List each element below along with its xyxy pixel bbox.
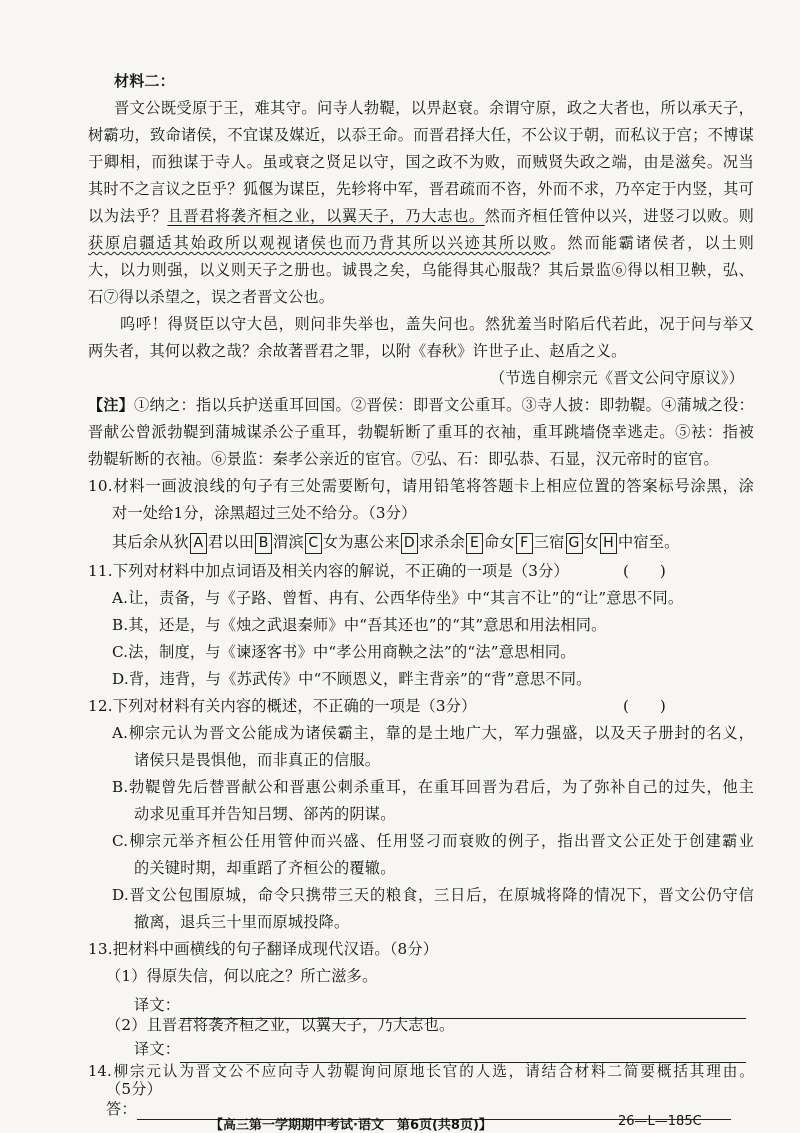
q13-sentence-2: （2）且晋君将袭齐桓之业，以翼天子，乃大志也。 — [106, 1016, 455, 1034]
material-line-10: 两失者，其何以救之哉？余故著晋君之罪，以附《春秋》许世子止、赵盾之义。 — [88, 342, 627, 360]
material-source: （节选自柳宗元《晋文公问守原议》） — [490, 369, 744, 387]
q12-stem: 12.下列对材料有关内容的概述，不正确的一项是（3分） ( ) — [88, 693, 754, 720]
q12-option-b-line-1: B.勃鞮曾先后替晋献公和晋惠公刺杀重耳，在重耳回晋为君后，为了弥补自己的过失，他主 — [112, 778, 754, 796]
answer-box-b[interactable]: B — [255, 533, 272, 554]
q13-answer-1: 译文： — [134, 992, 754, 1019]
q11-answer-paren[interactable]: ( ) — [622, 562, 666, 580]
q11-option-d: D.背，违背，与《苏武传》中“不顾恩义，畔主背亲”的“背”意思不同。 — [112, 670, 592, 688]
q13-sentence-1: （1）得原失信，何以庇之？所亡滋多。 — [106, 967, 378, 985]
q11-stem: 11.下列对材料中加点词语及相关内容的解说，不正确的一项是（3分） ( ) — [88, 558, 754, 585]
material-line-1: 晋文公既受原于王，难其守。问寺人勃鞮，以畀赵衰。余谓守原，政之大者也，所以承天子， — [114, 99, 754, 117]
material-line-9: 呜呼！得贤臣以守大邑，则问非失举也，盖失问也。然犹羞当时陷后代若此，况于问与举又 — [120, 315, 754, 333]
q13-stem: 13.把材料中画横线的句子翻译成现代汉语。（8分） — [88, 940, 439, 958]
q14-answer-label: 答： — [106, 1100, 137, 1118]
notes-label: 【注】 — [88, 396, 134, 414]
q12-option-a-line-1: A.柳宗元认为晋文公能成为诸侯霸主，靠的是土地广大，军力强盛，以及天子册封的名义， — [112, 724, 754, 742]
q11-option-c: C.法，制度，与《谏逐客书》中“孝公用商鞅之法”的“法”意思相同。 — [112, 643, 576, 661]
material-title: 材料二： — [114, 72, 175, 90]
notes-line-2: 晋献公曾派勃鞮到蒲城谋杀公子重耳，勃鞮斩断了重耳的衣袖，重耳跳墙侥幸逃走。⑤袪：指被 — [88, 423, 754, 441]
material-line-8: 石⑦得以杀望之，误之者晋文公也。 — [88, 288, 335, 306]
material-line-4: 其时不之言议之臣乎？狐偃为谋臣，先轸将中军，晋君疏而不咨，外而不求，乃卒定于内竖，其可 — [88, 180, 754, 198]
q12-option-c-line-2: 的关键时期，却重蹈了齐桓公的覆辙。 — [134, 859, 396, 877]
q10-option-line: 其后余从狄 A 君以田 B 渭滨 C 女为惠公来 D 求杀余 E 命女 F 三宿 G 女 H 中宿至。 — [112, 529, 754, 556]
answer-box-g[interactable]: G — [566, 533, 583, 554]
q10-stem-line-1: 10.材料一画波浪线的句子有三处需要断句，请用铅笔将答题卡上相应位置的答案标号涂黑，涂 — [88, 477, 754, 495]
answer-box-e[interactable]: E — [466, 533, 483, 554]
material-line-7: 大，以力则强，以义则天子之册也。诚畏之矣，乌能得其心服哉？其后景监⑥得以相卫鞅，弘、 — [88, 261, 754, 279]
q11-option-a: A.让，责备，与《子路、曾皙、冉有、公西华侍坐》中“其言不让”的“让”意思不同。 — [112, 589, 684, 607]
answer-box-h[interactable]: H — [600, 533, 617, 554]
footer-title: 【高三第一学期期中考试·语文 第6页(共8页)】 — [210, 1118, 492, 1133]
q12-option-d-line-2: 撤离，退兵三十里而原城投降。 — [134, 913, 350, 931]
answer-box-c[interactable]: C — [305, 533, 322, 554]
material-line-2: 树霸功，致命诸侯，不宜谋及媒近，以忝王命。而晋君择大任，不公议于朝，而私议于宫；不博谋 — [88, 126, 754, 144]
q12-answer-paren[interactable]: ( ) — [622, 697, 666, 715]
underlined-sentence: 且晋君将袭齐桓之业，以翼天子，乃大志也。 — [167, 207, 485, 225]
q12-option-c-line-1: C.柳宗元举齐桓公任用管仲而兴盛、任用竖刁而衰败的例子，指出晋文公正处于创建霸业 — [112, 832, 754, 850]
q14-stem-line-1: 14.柳宗元认为晋文公不应向寺人勃鞮询问原地长官的人选，请结合材料二简要概括其理由。 — [88, 1063, 754, 1080]
answer-box-f[interactable]: F — [516, 533, 533, 554]
q12-option-d-line-1: D.晋文公包围原城，命令只携带三天的粮食，三日后，在原城将降的情况下，晋文公仍守信 — [112, 886, 754, 904]
material-line-3: 于卿相，而独谋于寺人。虽或衰之贤足以守，国之政不为败，而贼贤失政之端，由是滋矣。况当 — [88, 153, 754, 171]
q12-option-b-line-2: 动求见重耳并告知吕甥、郤芮的阴谋。 — [134, 805, 396, 823]
answer-box-a[interactable]: A — [190, 533, 207, 554]
wavy-sentence: 获原启疆适其始政所以观视诸侯也而乃背其所以兴迹其所以败 — [88, 234, 551, 252]
q11-option-b: B.其，还是，与《烛之武退秦师》中“吾其还也”的“其”意思和用法相同。 — [112, 616, 607, 634]
q13-answer-label-2: 译文： — [134, 1040, 181, 1058]
q14-stem-line-2: （5分） — [106, 1080, 163, 1098]
footer-code: 26—L—185C — [618, 1114, 702, 1129]
material-line-5: 以为法乎？且晋君将袭齐桓之业，以翼天子，乃大志也。然而齐桓任管仲以兴，进竖刁以败。则 — [88, 207, 754, 225]
answer-box-d[interactable]: D — [401, 533, 418, 554]
q10-stem-line-2: 对一处给1分，涂黑超过三处不给分。（3分） — [112, 504, 417, 522]
notes-line-3: 勃鞮斩断的衣袖。⑥景监：秦孝公亲近的宦官。⑦弘、石：即弘恭、石显，汉元帝时的宦官。 — [88, 450, 719, 468]
material-line-6: 获原启疆适其始政所以观视诸侯也而乃背其所以兴迹其所以败。然而能霸诸侯者，以土则 — [88, 234, 754, 252]
q12-option-a-line-2: 诸侯只是畏惧他，而非真正的信服。 — [134, 751, 381, 769]
notes-line-1: 【注】①纳之：指以兵护送重耳回国。②晋侯：即晋文公重耳。③寺人披：即勃鞮。④蒲城之役： — [88, 396, 754, 414]
